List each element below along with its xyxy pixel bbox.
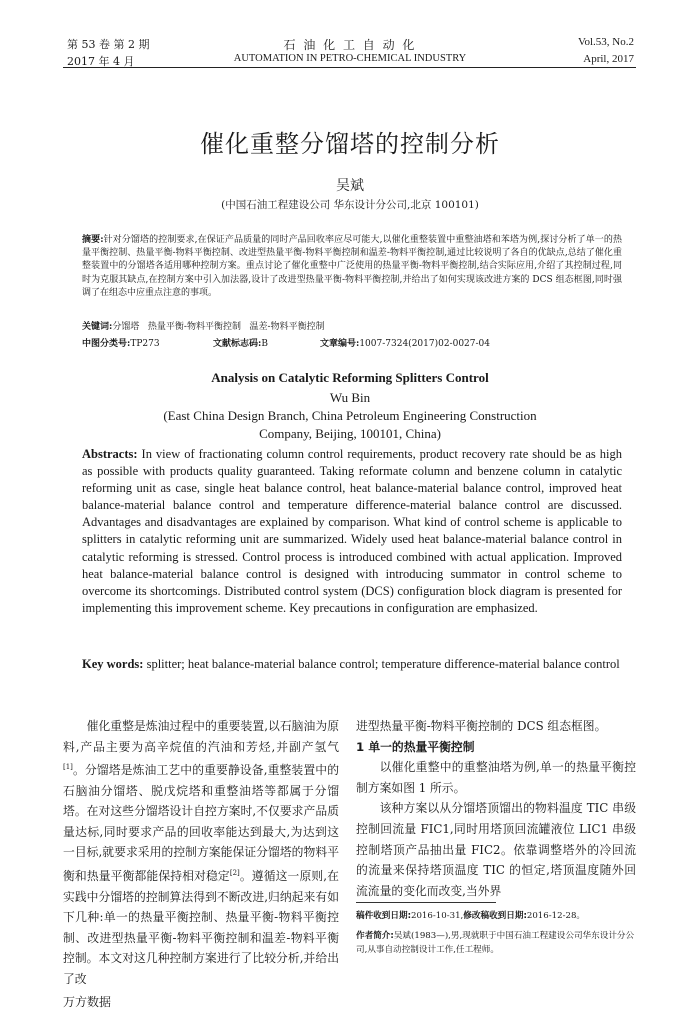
wanfang-watermark: 万方数据 [63, 995, 112, 1009]
intro-text-1: 催化重整是炼油过程中的重要装置,以石脑油为原料,产品主要为高辛烷值的汽油和芳烃,并副产氢气 [63, 719, 339, 754]
footnote-dates [356, 909, 636, 923]
clc-value: TP273 [130, 339, 160, 349]
journal-title-en: AUTOMATION IN PETRO-CHEMICAL INDUSTRY [233, 53, 467, 64]
body-left-column [63, 716, 339, 990]
doc-code-label: 文献标志码: [213, 339, 262, 349]
intro-text-2: 。分馏塔是炼油工艺中的重要静设备,重整装置中的石脑油分馏塔、脱戊烷塔和重整油塔等都属于分馏塔。在对这些分馏塔设计自控方案时,不仅要求产品质量达标,同时要求产品的回收率能达到最大,为达到这一目标,就要求采用的控制方案能保证分馏塔的物料平衡和热量平衡都能保持相对稳定 [63, 763, 339, 883]
keywords-en-text: splitter; heat balance-material balance control; temperature difference-material balance control [146, 657, 620, 671]
continued-text: 进型热量平衡-物料平衡控制的 DCS 组态框图。 [356, 719, 607, 733]
keywords-cn [82, 319, 325, 332]
header-rule [63, 67, 636, 68]
received-label: 稿件收到日期: [356, 911, 411, 921]
author-cn: 吴斌 [336, 178, 364, 194]
journal-title-cn: 石 油 化 工 自 动 化 [283, 38, 417, 52]
volume-issue-cn: 第 53 卷 第 2 期 [67, 38, 150, 51]
article-no-label: 文章编号: [320, 339, 360, 349]
affiliation-en-line-1: (East China Design Branch, China Petroleum Engineering Construction [163, 408, 537, 423]
article-no [320, 336, 490, 349]
revised-label: 修改稿收到日期: [463, 911, 527, 921]
reference-2[interactable]: [2] [229, 869, 240, 878]
abstract-en-text: In view of fractionating column control requirements, product recovery rate should be as high as possible with products quality guaranteed. Taking reformate column and benzene column in catalytic reforming unit as case, single heat balance control, heat balance-material balance control, improved heat balance-material balance control and temperature difference-material balance control are discussed. Advantages and disadvantages are explained by comparison. What kind of control scheme is applicable to splitters in catalytic reforming unit are summarized. Widely used heat balance-material balance control in catalytic reforming is stressed. Control process is introduced combined with actual application. Improved heat balance-material balance control is designed with introducing summator in control scheme to overcome its shortcomings. Distributed control system (DCS) configuration block diagram is presented for implementing this improvement scheme. Key precautions in configuration are emphasized. [82, 447, 622, 615]
keywords-cn-text: 分馏塔 热量平衡-物料平衡控制 温差-物料平衡控制 [112, 322, 325, 332]
author-bio-label: 作者简介: [356, 931, 394, 941]
footnote [356, 909, 636, 957]
section-1-paragraph-2: 该种方案以从分馏塔顶馏出的物料温度 TIC 串级控制回流量 FIC1,同时用塔顶回流罐液位 LIC1 串级控制塔顶产品抽出量 FIC2。依靠调整塔外的冷回流的流量来保持塔顶温度 TIC 的恒定,塔顶温度随外回流流量的变化而改变,当外界 [356, 801, 636, 898]
volume-issue-en: Vol.53, No.2 [577, 36, 634, 48]
abstract-en [82, 446, 622, 617]
body-right-column [356, 716, 636, 901]
author-bio-text: 吴斌(1983—),男,现就职于中国石油工程建设公司华东设计分公司,从事自动控制设计工作,任工程师。 [356, 931, 635, 955]
date-cn: 2017 年 4 月 [67, 55, 135, 68]
keywords-en-label: Key words: [82, 657, 144, 671]
received-value: 2016-10-31, [411, 911, 464, 921]
doc-code-value: B [261, 339, 268, 349]
section-1-paragraph-1: 以催化重整中的重整油塔为例,单一的热量平衡控制方案如图 1 所示。 [356, 760, 636, 795]
keywords-en [82, 656, 622, 673]
abstract-cn [82, 234, 622, 300]
abstract-en-label: Abstracts: [82, 447, 138, 461]
revised-value: 2016-12-28。 [526, 911, 586, 921]
paper-title-en: Analysis on Catalytic Reforming Splitters Control [211, 370, 489, 385]
affiliation-en-line-2: Company, Beijing, 100101, China) [259, 426, 441, 441]
abstract-cn-text: 针对分馏塔的控制要求,在保证产品质量的同时产品回收率应尽可能大,以催化重整装置中重整油塔和苯塔为例,探讨分析了单一的热量平衡控制、热量平衡-物料平衡控制、改进型热量平衡-物料平衡控制和温差-物料平衡控制,通过比较说明了各自的优缺点,总结了催化重整装置中的分馏塔各适用哪种控制方案。重点讨论了催化重整中广泛使用的热量平衡-物料平衡控制,结合实际应用,介绍了其控制过程,同时为克服其缺点,在控制方案中引入加法器,设计了改进型热量平衡-物料平衡控制,并给出了如何实现该改进方案的 DCS 组态框图,同时强调了在组态中应重点注意的事项。 [82, 235, 622, 298]
article-no-value: 1007-7324(2017)02-0027-04 [359, 339, 490, 349]
clc [82, 336, 160, 349]
intro-text-3: 。遵循这一原则,在实践中分馏塔的控制算法得到不断改进,归纳起来有如下几种:单一的热量平衡控制、热量平衡-物料平衡控制、改进型热量平衡-物料平衡控制和温差-物料平衡控制。本文对这几种控制方案进行了比较分析,并给出了改 [63, 869, 339, 986]
abstract-cn-label: 摘要: [82, 235, 104, 245]
paper-title-cn: 催化重整分馏塔的控制分析 [200, 130, 500, 158]
clc-label: 中图分类号: [82, 339, 131, 349]
footnote-rule [356, 902, 496, 903]
keywords-cn-label: 关键词: [82, 322, 113, 332]
affiliation-cn: (中国石油工程建设公司 华东设计分公司,北京 100101) [221, 199, 479, 211]
date-en: April, 2017 [583, 53, 634, 65]
reference-1[interactable]: [1] [63, 763, 73, 772]
footnote-author [356, 929, 636, 957]
author-en: Wu Bin [329, 390, 371, 405]
doc-code [213, 336, 268, 349]
intro-paragraph [63, 716, 339, 990]
section-1-heading: 1 单一的热量平衡控制 [356, 739, 475, 754]
